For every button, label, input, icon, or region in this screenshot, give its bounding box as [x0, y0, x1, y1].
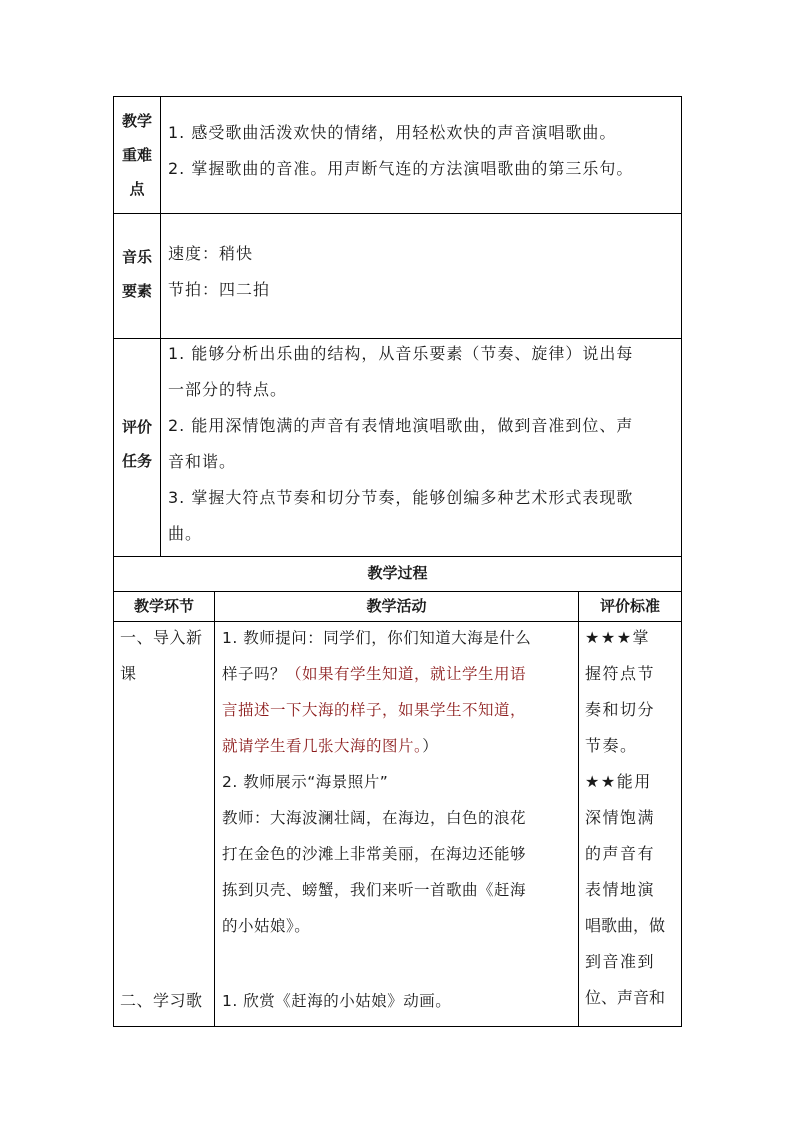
- label-line: 音乐: [121, 248, 152, 266]
- label-line: 点: [129, 180, 145, 198]
- label-line: 要素: [121, 282, 152, 300]
- music-elements-content: [168, 236, 678, 308]
- criteria-line: ★★★掌: [585, 628, 651, 647]
- row-label-key-points: [114, 104, 160, 206]
- row-label-music-elements: [114, 240, 160, 308]
- row-label-assessment-tasks: [114, 410, 160, 478]
- music-element-line: 节拍：四二拍: [168, 280, 271, 299]
- activity-text: 样子吗？: [222, 665, 287, 683]
- activity-line: 拣到贝壳、螃蟹，我们来听一首歌曲《赶海: [222, 881, 527, 899]
- activity-line: [222, 728, 578, 764]
- key-point-line: 1. 感受歌曲活泼欢快的情绪，用轻松欢快的声音演唱歌曲。: [168, 123, 617, 142]
- activity-line: 1. 教师提问：同学们，你们知道大海是什么: [222, 629, 532, 647]
- activity-text: ）: [422, 737, 439, 755]
- col-header-activity: 教学活动: [366, 597, 427, 615]
- label-line: 评价: [121, 418, 152, 436]
- assessment-line: 2. 能用深情饱满的声音有表情地演唱歌曲，做到音准到位、声: [168, 416, 634, 435]
- assessment-line: 曲。: [168, 524, 203, 543]
- table-rule: [113, 556, 682, 557]
- criteria-line: 握符点节: [585, 664, 656, 683]
- table-rule: [113, 213, 682, 214]
- assessment-tasks-content: [168, 336, 678, 552]
- key-points-content: [168, 115, 678, 187]
- table-rule: [113, 1026, 682, 1027]
- criteria-content: [585, 620, 679, 1016]
- table-rule: [160, 96, 161, 557]
- teacher-note: （如果有学生知道，就让学生用语: [286, 665, 527, 683]
- stage-learn-song: 二、学习歌: [120, 991, 203, 1010]
- activity-line: 打在金色的沙滩上非常美丽，在海边还能够: [222, 845, 527, 863]
- assessment-line: 音和谐。: [168, 452, 237, 471]
- stage-intro: [120, 620, 214, 692]
- activity-line: 教师：大海波澜壮阔，在海边，白色的浪花: [222, 809, 527, 827]
- col-header-criteria: 评价标准: [599, 597, 660, 615]
- label-line: 教学: [121, 112, 152, 130]
- activity-learn-line: 1. 欣赏《赶海的小姑娘》动画。: [222, 992, 452, 1010]
- table-border-right: [681, 96, 682, 1027]
- criteria-line: ★★能用: [585, 772, 652, 791]
- activity-line: 2. 教师展示“海景照片”: [222, 773, 389, 791]
- criteria-line: 的声音有: [585, 844, 656, 863]
- assessment-line: 1. 能够分析出乐曲的结构，从音乐要素（节奏、旋律）说出每: [168, 344, 634, 363]
- activity-content: [222, 620, 578, 944]
- key-point-line: 2. 掌握歌曲的音准。用声断气连的方法演唱歌曲的第三乐句。: [168, 159, 634, 178]
- criteria-line: 唱歌曲，做: [585, 916, 666, 935]
- label-line: 重难: [121, 146, 152, 164]
- criteria-line: 节奏。: [585, 736, 638, 755]
- label-line: 任务: [121, 452, 152, 470]
- criteria-line: 到音准到: [585, 952, 656, 971]
- criteria-line: 深情饱满: [585, 808, 656, 827]
- stage-line: 课: [120, 664, 137, 683]
- assessment-line: 一部分的特点。: [168, 380, 288, 399]
- criteria-line: 位、声音和: [585, 988, 666, 1007]
- table-rule: [113, 96, 682, 97]
- assessment-line: 3. 掌握大符点节奏和切分节奏，能够创编多种艺术形式表现歌: [168, 488, 634, 507]
- table-rule: [214, 591, 215, 1027]
- teacher-note: 言描述一下大海的样子，如果学生不知道，: [222, 701, 527, 719]
- process-title: 教学过程: [367, 564, 428, 582]
- activity-line: 的小姑娘》。: [222, 917, 311, 935]
- table-rule: [578, 591, 579, 1027]
- col-header-stage: 教学环节: [133, 597, 194, 615]
- activity-line: [222, 656, 578, 692]
- music-element-line: 速度：稍快: [168, 244, 254, 263]
- criteria-line: 奏和切分: [585, 700, 656, 719]
- teacher-note: 就请学生看几张大海的图片。: [222, 737, 423, 755]
- criteria-line: 表情地演: [585, 880, 656, 899]
- stage-line: 一、导入新: [120, 628, 203, 647]
